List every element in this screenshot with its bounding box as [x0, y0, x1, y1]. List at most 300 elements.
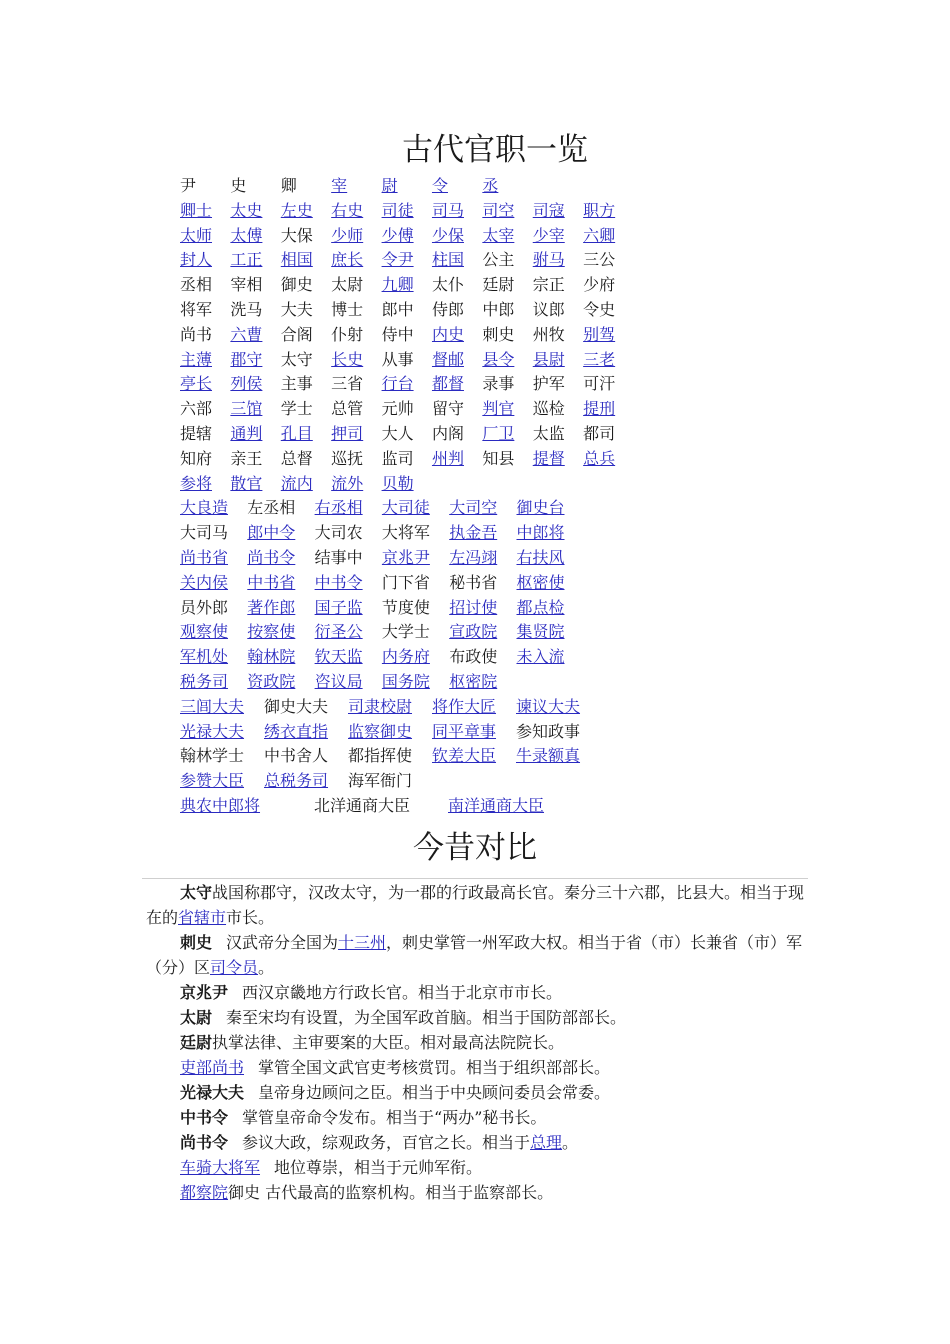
comparison-entry: [146, 1055, 810, 1080]
title-cell: [432, 273, 482, 298]
official-title-link[interactable]: 督邮: [431, 349, 464, 369]
official-title-link[interactable]: 左冯翊: [449, 547, 498, 567]
official-title-text: 留守: [431, 399, 464, 419]
official-title-text: 御史大夫: [264, 696, 329, 716]
official-title-text: 大人: [381, 423, 414, 443]
title-cell: [516, 645, 583, 670]
title-cell: [482, 273, 532, 298]
official-title-text: 主事: [280, 374, 313, 394]
title-cell: [348, 769, 432, 794]
official-title-link[interactable]: 参赞大臣: [180, 771, 245, 791]
entry-text: 秦至宋均有设置，为全国军政首脑。相当于国防部部长。: [226, 1008, 627, 1027]
official-title-link[interactable]: 少傅: [381, 225, 414, 245]
official-title-text: 令史: [583, 299, 616, 319]
title-row: [180, 620, 634, 645]
entry-term: 太守: [180, 883, 213, 902]
official-title-link[interactable]: 宣政院: [449, 622, 498, 642]
title-cell: [180, 422, 230, 447]
title-cell: [382, 447, 432, 472]
official-title-link[interactable]: 执金吾: [449, 523, 498, 543]
official-title-link[interactable]: 郎中令: [247, 523, 296, 543]
title-row: [180, 546, 634, 571]
official-title-text: 卿: [280, 176, 297, 195]
title-cell: [432, 323, 482, 348]
entry-text: 西汉京畿地方行政长官。相当于北京市市长。: [242, 983, 563, 1002]
official-title-text: 都指挥使: [348, 746, 413, 766]
official-title-link[interactable]: 县尉: [532, 349, 565, 369]
official-title-link[interactable]: 枢密院: [449, 671, 498, 691]
title-row: [180, 323, 634, 348]
title-cell: [230, 174, 280, 199]
official-title-link[interactable]: 州判: [431, 448, 464, 468]
entry-text: 汉武帝分全国为: [226, 933, 339, 952]
title-row: [180, 472, 634, 497]
official-title-text: 中书舍人: [264, 746, 329, 766]
official-title-text: 将军: [180, 299, 213, 319]
title-cell: [449, 596, 516, 621]
title-cell: [247, 571, 314, 596]
official-title-link[interactable]: 国子监: [314, 597, 363, 617]
official-title-text: 洗马: [230, 299, 263, 319]
title-cell: [382, 422, 432, 447]
official-title-link[interactable]: 少师: [331, 225, 364, 245]
official-title-text: 公主: [482, 250, 515, 270]
entry-text: 。: [562, 1133, 579, 1152]
official-title-link[interactable]: 押司: [331, 423, 364, 443]
title-cell: [516, 695, 600, 720]
official-title-link[interactable]: 绣衣直指: [264, 721, 329, 741]
comparison-entry: [146, 1180, 810, 1205]
title-cell: [382, 397, 432, 422]
title-cell: [533, 298, 583, 323]
official-title-text: 门下省: [381, 572, 430, 592]
official-title-link[interactable]: 流外: [331, 473, 364, 493]
title-cell: [331, 273, 381, 298]
official-title-text: 太守: [280, 349, 313, 369]
official-title-link[interactable]: 大司徒: [381, 498, 430, 518]
official-title-link[interactable]: 封人: [180, 250, 213, 270]
official-title-link[interactable]: 长史: [331, 349, 364, 369]
title-cell: [432, 744, 516, 769]
official-title-link[interactable]: 太傅: [230, 225, 263, 245]
official-title-link[interactable]: 光禄大夫: [180, 721, 245, 741]
title-cell: [331, 224, 381, 249]
official-title-link[interactable]: 郡守: [230, 349, 263, 369]
official-title-link[interactable]: 六曹: [230, 324, 263, 344]
title-cell: [382, 174, 432, 199]
title-cell: [281, 422, 331, 447]
title-cell: [180, 348, 230, 373]
official-title-link[interactable]: 大司空: [449, 498, 498, 518]
official-title-text: 六部: [180, 399, 213, 419]
official-title-text: 海军衙门: [348, 771, 413, 791]
official-title-link[interactable]: 厂卫: [482, 423, 515, 443]
title-cell: [432, 224, 482, 249]
title-cell: [382, 323, 432, 348]
official-title-link[interactable]: 亭长: [180, 374, 213, 394]
official-title-link[interactable]: 京兆尹: [381, 547, 430, 567]
title-cell: [448, 794, 582, 819]
title-cell: [482, 248, 532, 273]
official-title-link[interactable]: 司徒: [381, 200, 414, 220]
title-cell: [247, 620, 314, 645]
official-title-link[interactable]: 相国: [280, 250, 313, 270]
title-cell: [583, 248, 633, 273]
title-cell: [180, 571, 247, 596]
title-cell: [331, 397, 381, 422]
official-title-link[interactable]: 主薄: [180, 349, 213, 369]
official-title-link[interactable]: 南洋通商大臣: [448, 795, 545, 815]
entry-link[interactable]: 总理: [530, 1133, 563, 1152]
title-cell: [432, 720, 516, 745]
title-cell: [516, 521, 583, 546]
official-title-link[interactable]: 参将: [180, 473, 213, 493]
entry-text: 地位尊崇，相当于元帅军衔。: [274, 1158, 483, 1177]
title-row: [180, 348, 634, 373]
official-title-link[interactable]: 六卿: [583, 225, 616, 245]
official-title-link[interactable]: 三老: [583, 349, 616, 369]
official-title-text: 宗正: [532, 275, 565, 295]
title-cell: [482, 174, 532, 199]
official-title-link[interactable]: 司寇: [532, 200, 565, 220]
official-title-text: 大司农: [314, 523, 363, 543]
title-cell: [180, 744, 264, 769]
title-cell: [482, 397, 532, 422]
official-title-link[interactable]: 典农中郎将: [180, 795, 261, 815]
entry-link[interactable]: 十三州: [338, 933, 387, 952]
official-title-link[interactable]: 钦天监: [314, 647, 363, 667]
official-title-link[interactable]: 司隶校尉: [348, 696, 413, 716]
title-cell: [230, 248, 280, 273]
official-title-link[interactable]: 散官: [230, 473, 263, 493]
title-cell: [331, 323, 381, 348]
official-title-link[interactable]: 未入流: [516, 647, 565, 667]
official-title-link[interactable]: 内务府: [381, 647, 430, 667]
official-title-link[interactable]: 关内侯: [180, 572, 229, 592]
section-title-comparison: 今昔对比: [413, 830, 537, 866]
official-title-link[interactable]: 别驾: [583, 324, 616, 344]
official-title-link[interactable]: 尚书令: [247, 547, 296, 567]
title-cell: [449, 571, 516, 596]
title-cell: [516, 620, 583, 645]
official-title-link[interactable]: 提刑: [583, 399, 616, 419]
entry-term-link[interactable]: 都察院: [180, 1183, 229, 1202]
official-title-link[interactable]: 柱国: [431, 250, 464, 270]
entry-link[interactable]: 省辖市: [178, 908, 227, 927]
official-title-link[interactable]: 钦差大臣: [432, 746, 497, 766]
entry-term: 尚书令: [180, 1133, 229, 1152]
official-title-text: 亲王: [230, 448, 263, 468]
entry-text: 御史 古代最高的监察机构。相当于监察部长。: [228, 1183, 554, 1202]
title-cell: [382, 620, 449, 645]
title-cell: [230, 472, 280, 497]
entry-text: 掌管全国文武官吏考核赏罚。相当于组织部部长。: [258, 1058, 611, 1077]
page-title: 古代官职一览: [402, 132, 588, 168]
official-title-link[interactable]: 右丞相: [314, 498, 363, 518]
title-cell: [382, 298, 432, 323]
entry-text: 参议大政，综观政务，百官之长。相当于: [242, 1133, 531, 1152]
title-cell: [382, 496, 449, 521]
official-title-link[interactable]: 贝勒: [381, 473, 414, 493]
official-title-link[interactable]: 工正: [230, 250, 263, 270]
comparison-entry: [146, 1080, 810, 1105]
official-title-text: 侍郎: [431, 299, 464, 319]
official-title-link[interactable]: 司空: [482, 200, 515, 220]
title-cell: [533, 248, 583, 273]
title-cell: [449, 645, 516, 670]
official-title-link[interactable]: 流内: [280, 473, 313, 493]
title-cell: [247, 670, 314, 695]
official-title-link[interactable]: 孔目: [280, 423, 313, 443]
entry-text: 掌管皇帝命令发布。相当于“两办”秘书长。: [242, 1108, 547, 1127]
official-title-link[interactable]: 宰: [331, 176, 348, 195]
title-cell: [348, 720, 432, 745]
official-title-link[interactable]: 衍圣公: [314, 622, 363, 642]
official-title-link[interactable]: 县令: [482, 349, 515, 369]
title-grid-2: [180, 496, 634, 694]
title-cell: [331, 372, 381, 397]
official-title-link[interactable]: 资政院: [247, 671, 296, 691]
title-cell: [432, 397, 482, 422]
title-cell: [180, 695, 264, 720]
official-title-link[interactable]: 著作郎: [247, 597, 296, 617]
official-title-link[interactable]: 按察使: [247, 622, 296, 642]
official-title-text: 内阁: [431, 423, 464, 443]
title-cell: [583, 422, 633, 447]
title-cell: [281, 397, 331, 422]
comparison-entry: [146, 1155, 810, 1180]
official-title-text: 知县: [482, 448, 515, 468]
official-title-link[interactable]: 司马: [431, 200, 464, 220]
official-title-text: 宰相: [230, 275, 263, 295]
official-title-link[interactable]: 卿士: [180, 200, 213, 220]
official-title-link[interactable]: 国务院: [381, 671, 430, 691]
official-title-text: 可汗: [583, 374, 616, 394]
official-title-link[interactable]: 九卿: [381, 275, 414, 295]
comparison-entry: [146, 1030, 810, 1055]
title-cell: [180, 670, 247, 695]
official-title-link[interactable]: 大良造: [180, 498, 229, 518]
official-title-link[interactable]: 同平章事: [432, 721, 497, 741]
official-title-link[interactable]: 三馆: [230, 399, 263, 419]
title-cell: [382, 372, 432, 397]
official-title-link[interactable]: 令尹: [381, 250, 414, 270]
official-title-link[interactable]: 御史台: [516, 498, 565, 518]
title-cell: [331, 447, 381, 472]
official-title-link[interactable]: 军机处: [180, 647, 229, 667]
title-cell: [180, 546, 247, 571]
official-title-link[interactable]: 都点检: [516, 597, 565, 617]
title-cell: [482, 348, 532, 373]
title-row: [180, 224, 634, 249]
official-title-link[interactable]: 将作大匠: [432, 696, 497, 716]
official-title-text: 尹: [180, 176, 197, 195]
title-cell: [583, 323, 633, 348]
official-title-link[interactable]: 集贤院: [516, 622, 565, 642]
title-cell: [533, 447, 583, 472]
official-title-link[interactable]: 通判: [230, 423, 263, 443]
official-title-link[interactable]: 令: [431, 176, 448, 195]
official-title-link[interactable]: 职方: [583, 200, 616, 220]
official-title-link[interactable]: 监察御史: [348, 721, 413, 741]
official-title-link[interactable]: 右史: [331, 200, 364, 220]
official-title-link[interactable]: 内史: [431, 324, 464, 344]
official-title-link[interactable]: 翰林院: [247, 647, 296, 667]
title-cell: [281, 199, 331, 224]
title-cell: [281, 298, 331, 323]
official-title-text: 巡检: [532, 399, 565, 419]
title-row: [180, 372, 634, 397]
title-cell: [331, 174, 381, 199]
official-title-text: 秘书省: [449, 572, 498, 592]
title-cell: [382, 571, 449, 596]
title-cell: [180, 596, 247, 621]
official-title-link[interactable]: 丞: [482, 176, 499, 195]
title-cell: [315, 496, 382, 521]
official-title-link[interactable]: 驸马: [532, 250, 565, 270]
title-cell: [432, 348, 482, 373]
title-cell: [315, 521, 382, 546]
title-cell: [533, 273, 583, 298]
title-cell: [281, 323, 331, 348]
title-cell: [449, 546, 516, 571]
title-cell: [583, 397, 633, 422]
title-row: [180, 794, 634, 819]
official-title-link[interactable]: 判官: [482, 399, 515, 419]
title-row: [180, 769, 634, 794]
official-title-link[interactable]: 左史: [280, 200, 313, 220]
official-title-link[interactable]: 咨议局: [314, 671, 363, 691]
title-cell: [583, 348, 633, 373]
official-title-text: 御史: [280, 275, 313, 295]
title-row: [180, 645, 634, 670]
official-title-link[interactable]: 行台: [381, 374, 414, 394]
title-cell: [247, 546, 314, 571]
official-title-link[interactable]: 中书令: [314, 572, 363, 592]
official-title-text: 郎中: [381, 299, 414, 319]
title-cell: [482, 422, 532, 447]
title-cell: [281, 372, 331, 397]
official-title-text: 从事: [381, 349, 414, 369]
title-cell: [281, 472, 331, 497]
official-title-text: 节度使: [381, 597, 430, 617]
official-title-link[interactable]: 提督: [532, 448, 565, 468]
official-title-link[interactable]: 列侯: [230, 374, 263, 394]
title-row: [180, 447, 634, 472]
official-title-link[interactable]: 庶长: [331, 250, 364, 270]
title-cell: [382, 224, 432, 249]
title-cell: [583, 298, 633, 323]
official-title-text: 尚书: [180, 324, 213, 344]
entry-term: 刺史: [180, 933, 213, 952]
official-title-text: 都司: [583, 423, 616, 443]
official-title-link[interactable]: 少宰: [532, 225, 565, 245]
official-title-link[interactable]: 太史: [230, 200, 263, 220]
official-title-text: 学士: [280, 399, 313, 419]
entry-term: 光禄大夫: [180, 1083, 245, 1102]
official-title-link[interactable]: 右扶风: [516, 547, 565, 567]
official-title-link[interactable]: 枢密使: [516, 572, 565, 592]
title-cell: [331, 348, 381, 373]
official-title-text: 合阁: [280, 324, 313, 344]
title-cell: [583, 273, 633, 298]
official-title-link[interactable]: 总税务司: [264, 771, 329, 791]
title-cell: [432, 174, 482, 199]
official-title-link[interactable]: 少保: [431, 225, 464, 245]
official-title-text: 三公: [583, 250, 616, 270]
title-cell: [230, 323, 280, 348]
title-row: [180, 695, 634, 720]
official-title-link[interactable]: 牛录额真: [516, 746, 581, 766]
title-row: [180, 422, 634, 447]
title-cell: [281, 348, 331, 373]
title-cell: [533, 397, 583, 422]
official-title-link[interactable]: 观察使: [180, 622, 229, 642]
official-title-text: 太仆: [431, 275, 464, 295]
official-title-link[interactable]: 太师: [180, 225, 213, 245]
official-title-text: 大保: [280, 225, 313, 245]
title-cell: [180, 248, 230, 273]
entry-link[interactable]: 司令员: [210, 958, 259, 977]
title-cell: [264, 744, 348, 769]
official-title-text: 史: [230, 176, 247, 195]
title-cell: [449, 496, 516, 521]
official-title-link[interactable]: 招讨使: [449, 597, 498, 617]
entry-term-link[interactable]: 吏部尚书: [180, 1058, 245, 1077]
title-cell: [180, 645, 247, 670]
title-cell: [180, 794, 314, 819]
entry-term-link[interactable]: 车骑大将军: [180, 1158, 261, 1177]
title-cell: [230, 199, 280, 224]
title-cell: [482, 323, 532, 348]
title-cell: [180, 472, 230, 497]
title-cell: [533, 422, 583, 447]
title-cell: [482, 224, 532, 249]
comparison-entry: [146, 1105, 810, 1130]
official-title-text: 翰林学士: [180, 746, 245, 766]
title-cell: [482, 447, 532, 472]
title-cell: [583, 224, 633, 249]
title-cell: [382, 546, 449, 571]
comparison-entry: [146, 1005, 810, 1030]
official-title-link[interactable]: 尚书省: [180, 547, 229, 567]
title-cell: [180, 720, 264, 745]
official-title-link[interactable]: 尉: [381, 176, 398, 195]
official-title-text: 廷尉: [482, 275, 515, 295]
official-title-link[interactable]: 税务司: [180, 671, 229, 691]
title-row: [180, 596, 634, 621]
official-title-link[interactable]: 中郎将: [516, 523, 565, 543]
title-cell: [315, 670, 382, 695]
official-title-link[interactable]: 都督: [431, 374, 464, 394]
official-title-link[interactable]: 谏议大夫: [516, 696, 581, 716]
title-cell: [382, 273, 432, 298]
title-cell: [432, 298, 482, 323]
official-title-link[interactable]: 总兵: [583, 448, 616, 468]
official-title-link[interactable]: 中书省: [247, 572, 296, 592]
title-cell: [230, 273, 280, 298]
title-row: [180, 744, 634, 769]
title-row: [180, 496, 634, 521]
title-cell: [315, 571, 382, 596]
entry-text: 战国称郡守，汉改太守，为一郡的行政最高长官。秦分三十六郡，比县大。相当于现在的: [146, 883, 805, 927]
official-title-link[interactable]: 三闾大夫: [180, 696, 245, 716]
title-cell: [533, 372, 583, 397]
official-title-text: 提辖: [180, 423, 213, 443]
official-title-text: 太监: [532, 423, 565, 443]
official-title-link[interactable]: 太宰: [482, 225, 515, 245]
title-cell: [331, 248, 381, 273]
